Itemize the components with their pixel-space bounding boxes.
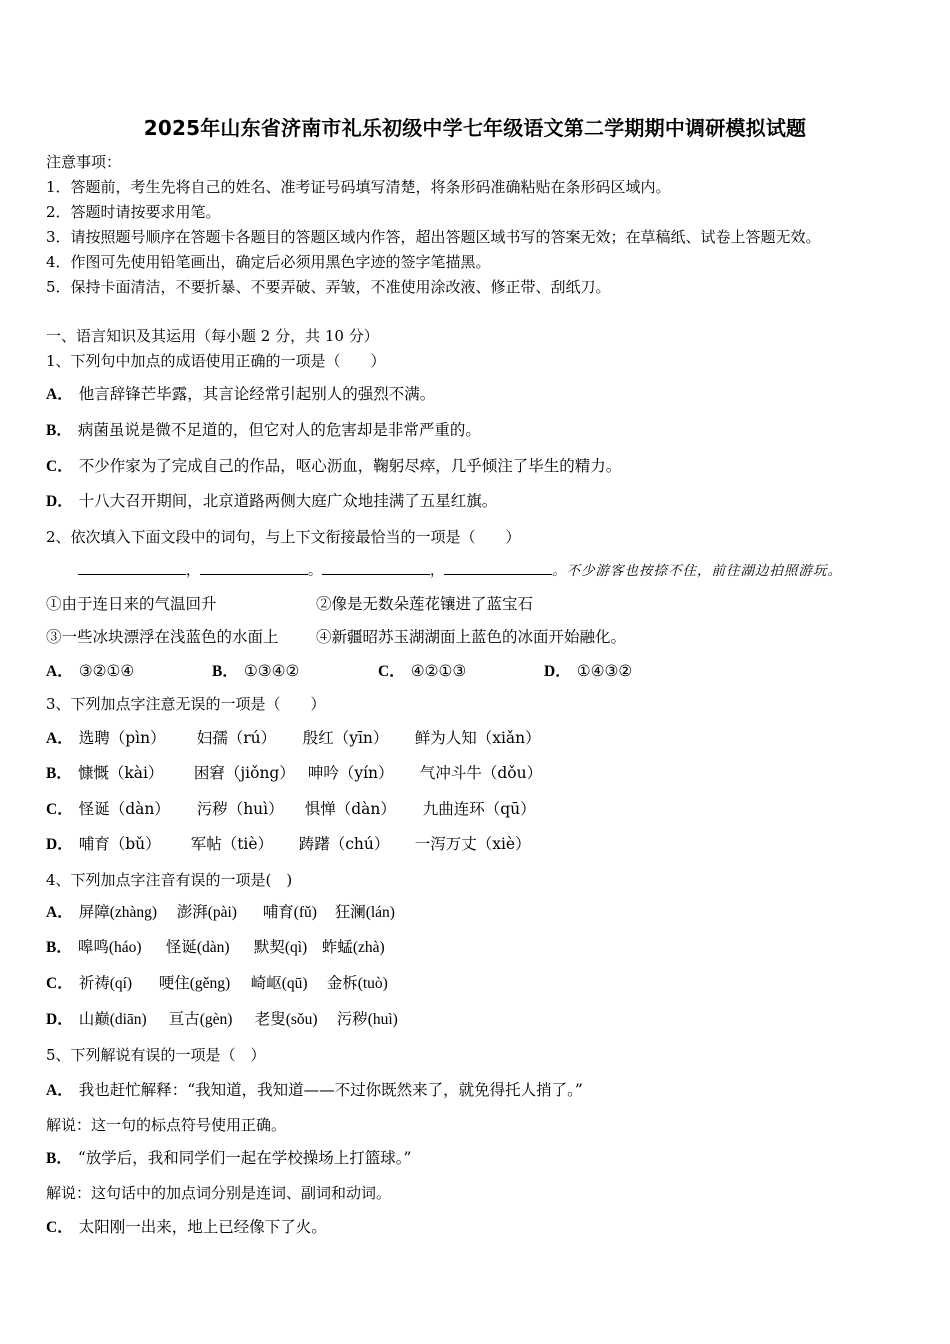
notice-item: 1．答题前，考生先将自己的姓名、准考证号码填写清楚，将条形码准确粘贴在条形码区域内。 [46,178,671,196]
q1-option-a: A． 他言辞锋芒毕露，其言论经常引起别人的强烈不满。 [46,385,436,403]
q5-option-b: B． “放学后，我和同学们一起在学校操场上打篮球。” [46,1149,412,1167]
q4-option-c: C． 祈祷(qí) 哽住(gěng) 崎岖(qū) 金柝(tuò) [46,975,388,992]
answer-blank[interactable] [322,562,430,575]
q2-choices: A． ③②①④ B． ①③④② C． ④②①③ D． ①④③② [46,662,633,680]
notice-item: 2．答题时请按要求用笔。 [46,203,221,221]
answer-blank[interactable] [78,562,186,575]
question-5-stem: 5、下列解说有误的一项是（ ） [46,1046,266,1064]
answer-blank[interactable] [444,562,552,575]
q3-option-a: A． 选聘（pìn） 妇孺（rú） 殷红（yīn） 鲜为人知（xiǎn） [46,729,541,747]
question-1-stem: 1、下列句中加点的成语使用正确的一项是（ ） [46,352,386,370]
question-3-stem: 3、下列加点字注意无误的一项是（ ） [46,695,326,713]
q5-note-a: 解说：这一句的标点符号使用正确。 [46,1116,287,1134]
q5-option-c: C． 太阳刚一出来，地上已经像下了火。 [46,1218,327,1236]
q4-option-d: D． 山巅(diān) 亘古(gèn) 老叟(sǒu) 污秽(huì) [46,1011,398,1028]
q3-option-b: B． 慷慨（kài） 困窘（jiǒng） 呻吟（yín） 气冲斗牛（dǒu） [46,764,543,782]
q3-option-d: D． 哺育（bǔ） 军帖（tiè） 踌躇（chú） 一泻万丈（xiè） [46,835,531,853]
q1-option-c: C． 不少作家为了完成自己的作品，呕心沥血，鞠躬尽瘁，几乎倾注了毕生的精力。 [46,457,622,475]
q5-note-b: 解说：这句话中的加点词分别是连词、副词和动词。 [46,1184,392,1202]
q2-items-row-2: ③一些冰块漂浮在浅蓝色的水面上 ④新疆昭苏玉湖湖面上蓝色的冰面开始融化。 [46,628,627,646]
q1-option-d: D． 十八大召开期间，北京道路两侧大庭广众地挂满了五星红旗。 [46,492,498,510]
page-title: 2025年山东省济南市礼乐初级中学七年级语文第二学期期中调研模拟试题 [143,116,807,140]
notice-heading: 注意事项： [46,153,122,171]
notice-item: 4．作图可先使用铅笔画出，确定后必须用黑色字迹的签字笔描黑。 [46,253,491,271]
q2-items-row-1: ①由于连日来的气温回升 ②像是无数朵莲花镶进了蓝宝石 [46,595,534,613]
notice-item: 3．请按照题号顺序在答题卡各题目的答题区域内作答，超出答题区域书写的答案无效；在草稿纸、试卷上答题无效。 [46,228,821,246]
question-4-stem: 4、下列加点字注音有误的一项是( ) [46,871,293,889]
q3-option-c: C． 怪诞（dàn） 污秽（huì） 惧惮（dàn） 九曲连环（qū） [46,800,536,818]
q2-fill-blank-row: ， 。 ， 。不少游客也按捺不住，前往湖边拍照游玩。 [78,561,842,581]
q1-option-b: B． 病菌虽说是微不足道的，但它对人的危害却是非常严重的。 [46,421,481,439]
answer-blank[interactable] [200,562,308,575]
section-heading: 一、语言知识及其运用（每小题 2 分，共 10 分） [46,327,379,345]
notice-item: 5．保持卡面清洁，不要折暴、不要弄破、弄皱，不准使用涂改液、修正带、刮纸刀。 [46,278,611,296]
q5-option-a: A． 我也赶忙解释：“我知道，我知道——不过你既然来了，就免得托人捎了。” [46,1081,583,1099]
q4-option-a: A． 屏障(zhàng) 澎湃(pài) 哺育(fǔ) 狂澜(lán) [46,904,395,921]
q4-option-b: B． 嗥鸣(háo) 怪诞(dàn) 默契(qì) 蚱蜢(zhà) [46,939,385,956]
question-2-stem: 2、依次填入下面文段中的词句，与上下文衔接最恰当的一项是（ ） [46,528,521,546]
